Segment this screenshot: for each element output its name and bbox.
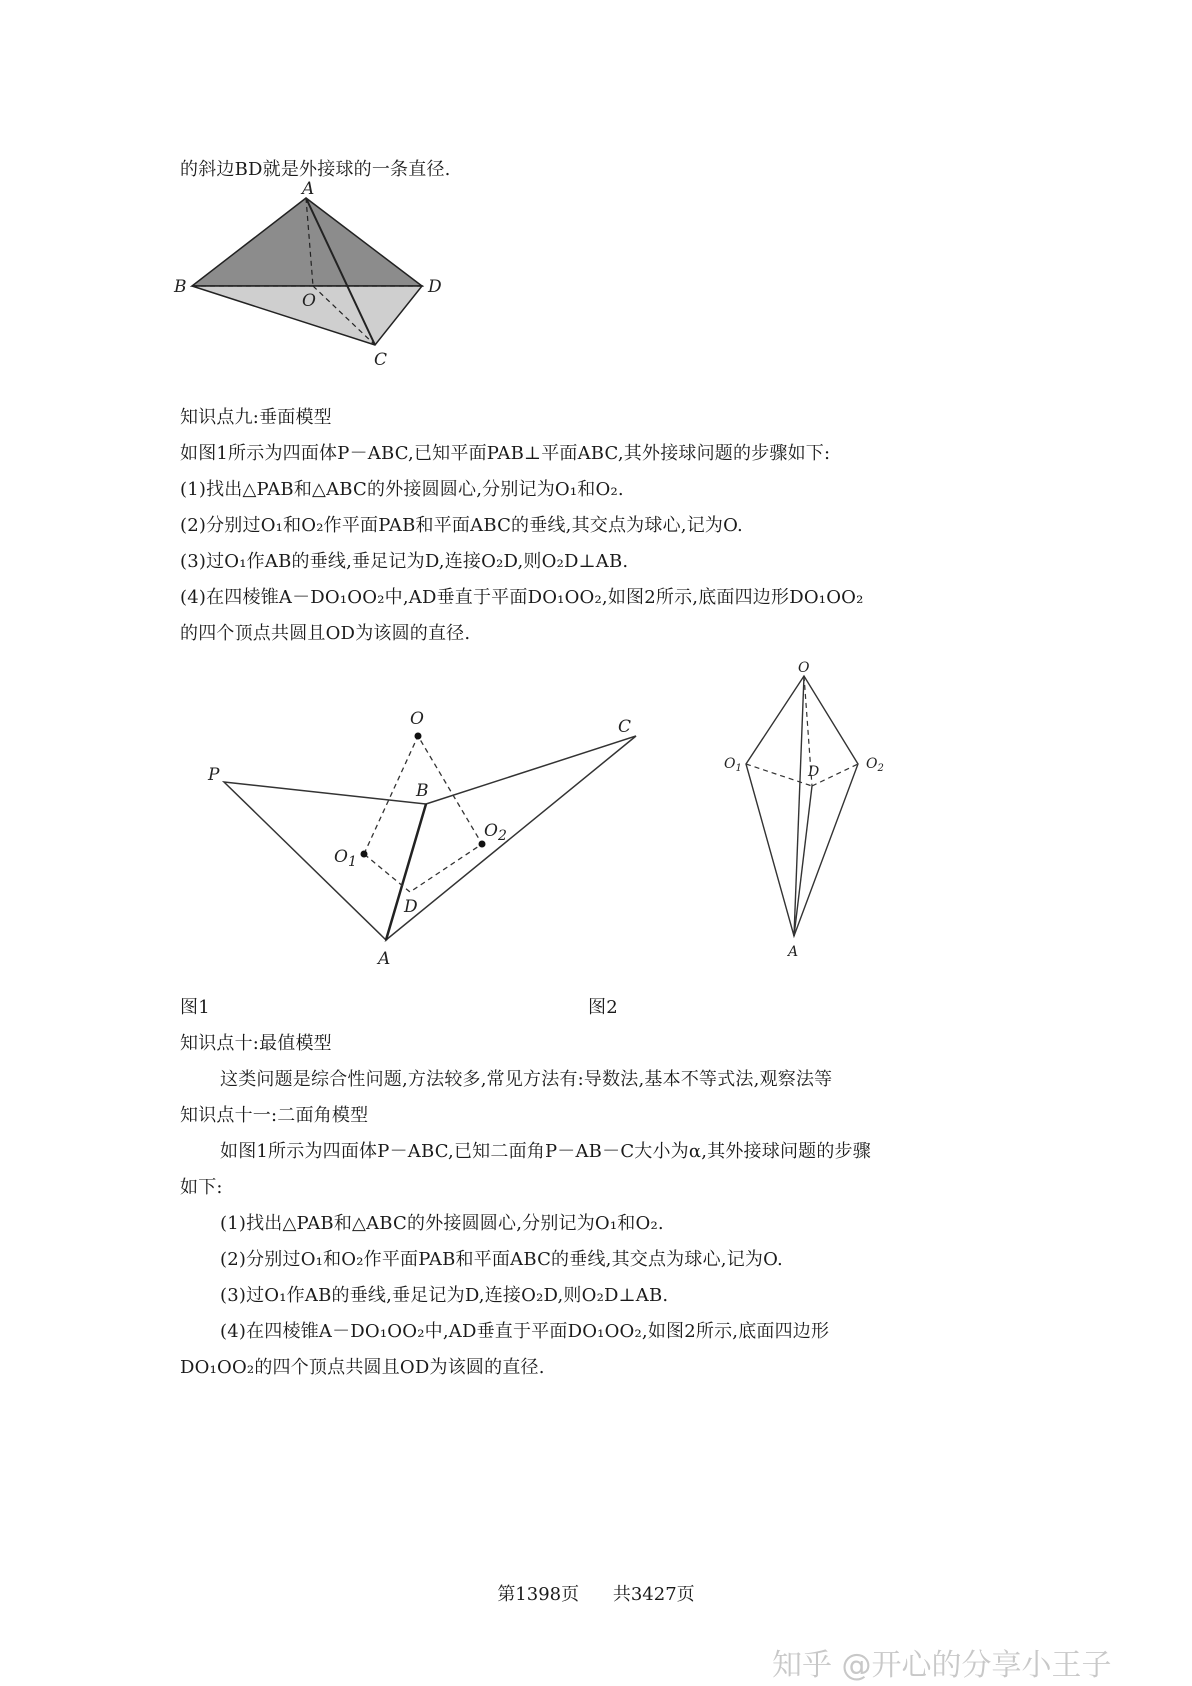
text-line: 如图1所示为四面体P－ABC,已知二面角P－AB－C大小为α,其外接球问题的步骤 (220, 1141, 871, 1162)
label-c: C (618, 717, 632, 737)
face-abc (386, 736, 636, 940)
page-footer (0, 1580, 1192, 1606)
text-line: (3)过O₁作AB的垂线,垂足记为D,连接O₂D,则O₂D⊥AB. (220, 1285, 669, 1306)
figure-caption: 图2 (588, 997, 618, 1018)
label-o1: $O_1$ (724, 756, 742, 774)
edge-ab (386, 804, 426, 940)
text-line: (1)找出△PAB和△ABC的外接圆圆心,分别记为O₁和O₂. (220, 1213, 664, 1234)
figure-2 (720, 660, 920, 960)
page-number: 第1398页 (497, 1584, 580, 1605)
text-line: DO₁OO₂的四个顶点共圆且OD为该圆的直径. (180, 1357, 545, 1378)
section-heading: 知识点九:垂面模型 (180, 407, 332, 428)
text-line: 这类问题是综合性问题,方法较多,常见方法有:导数法,基本不等式法,观察法等 (220, 1069, 833, 1090)
figure-1 (200, 700, 660, 980)
figure-caption: 图1 (180, 997, 210, 1018)
watermark: 知乎 @开心的分享小王子 (772, 1648, 1112, 1683)
text-line: 的斜边BD就是外接球的一条直径. (180, 159, 451, 180)
label-d: D (808, 764, 820, 780)
text-line: (3)过O₁作AB的垂线,垂足记为D,连接O₂D,则O₂D⊥AB. (180, 551, 629, 572)
total-pages: 共3427页 (612, 1584, 695, 1605)
text-line: 如下: (180, 1177, 223, 1198)
text-line: (2)分别过O₁和O₂作平面PAB和平面ABC的垂线,其交点为球心,记为O. (220, 1249, 783, 1270)
label-a: A (788, 944, 799, 960)
text-line: (4)在四棱锥A－DO₁OO₂中,AD垂直于平面DO₁OO₂,如图2所示,底面四边形DO₁OO₂ (180, 587, 864, 608)
pyramid-figure (174, 179, 470, 375)
label-o: O (798, 660, 810, 676)
label-o: O (302, 291, 316, 311)
label-b: B (416, 781, 429, 801)
text-line: (4)在四棱锥A－DO₁OO₂中,AD垂直于平面DO₁OO₂,如图2所示,底面四边形 (220, 1321, 830, 1342)
label-o2: $O_2$ (484, 821, 507, 844)
face-pab (224, 782, 426, 940)
point-o1 (361, 851, 368, 858)
text-line: 如图1所示为四面体P－ABC,已知平面PAB⊥平面ABC,其外接球问题的步骤如下: (180, 443, 831, 464)
text-line: (2)分别过O₁和O₂作平面PAB和平面ABC的垂线,其交点为球心,记为O. (180, 515, 743, 536)
label-o1: $O_1$ (334, 847, 357, 870)
label-p: P (208, 765, 220, 785)
edge-o1d-dashed (746, 764, 812, 786)
label-d: D (428, 277, 442, 297)
section-heading: 知识点十一:二面角模型 (180, 1105, 369, 1126)
label-c: C (374, 350, 388, 370)
text-line: (1)找出△PAB和△ABC的外接圆圆心,分别记为O₁和O₂. (180, 479, 624, 500)
text-line: 的四个顶点共圆且OD为该圆的直径. (180, 623, 471, 644)
label-b: B (174, 277, 187, 297)
point-o (415, 733, 422, 740)
label-o: O (410, 709, 424, 729)
point-o2 (479, 841, 486, 848)
label-a: A (378, 949, 391, 969)
label-d: D (404, 897, 418, 917)
section-heading: 知识点十:最值模型 (180, 1033, 332, 1054)
label-o2: $O_2$ (866, 756, 884, 774)
label-a: A (302, 179, 315, 199)
